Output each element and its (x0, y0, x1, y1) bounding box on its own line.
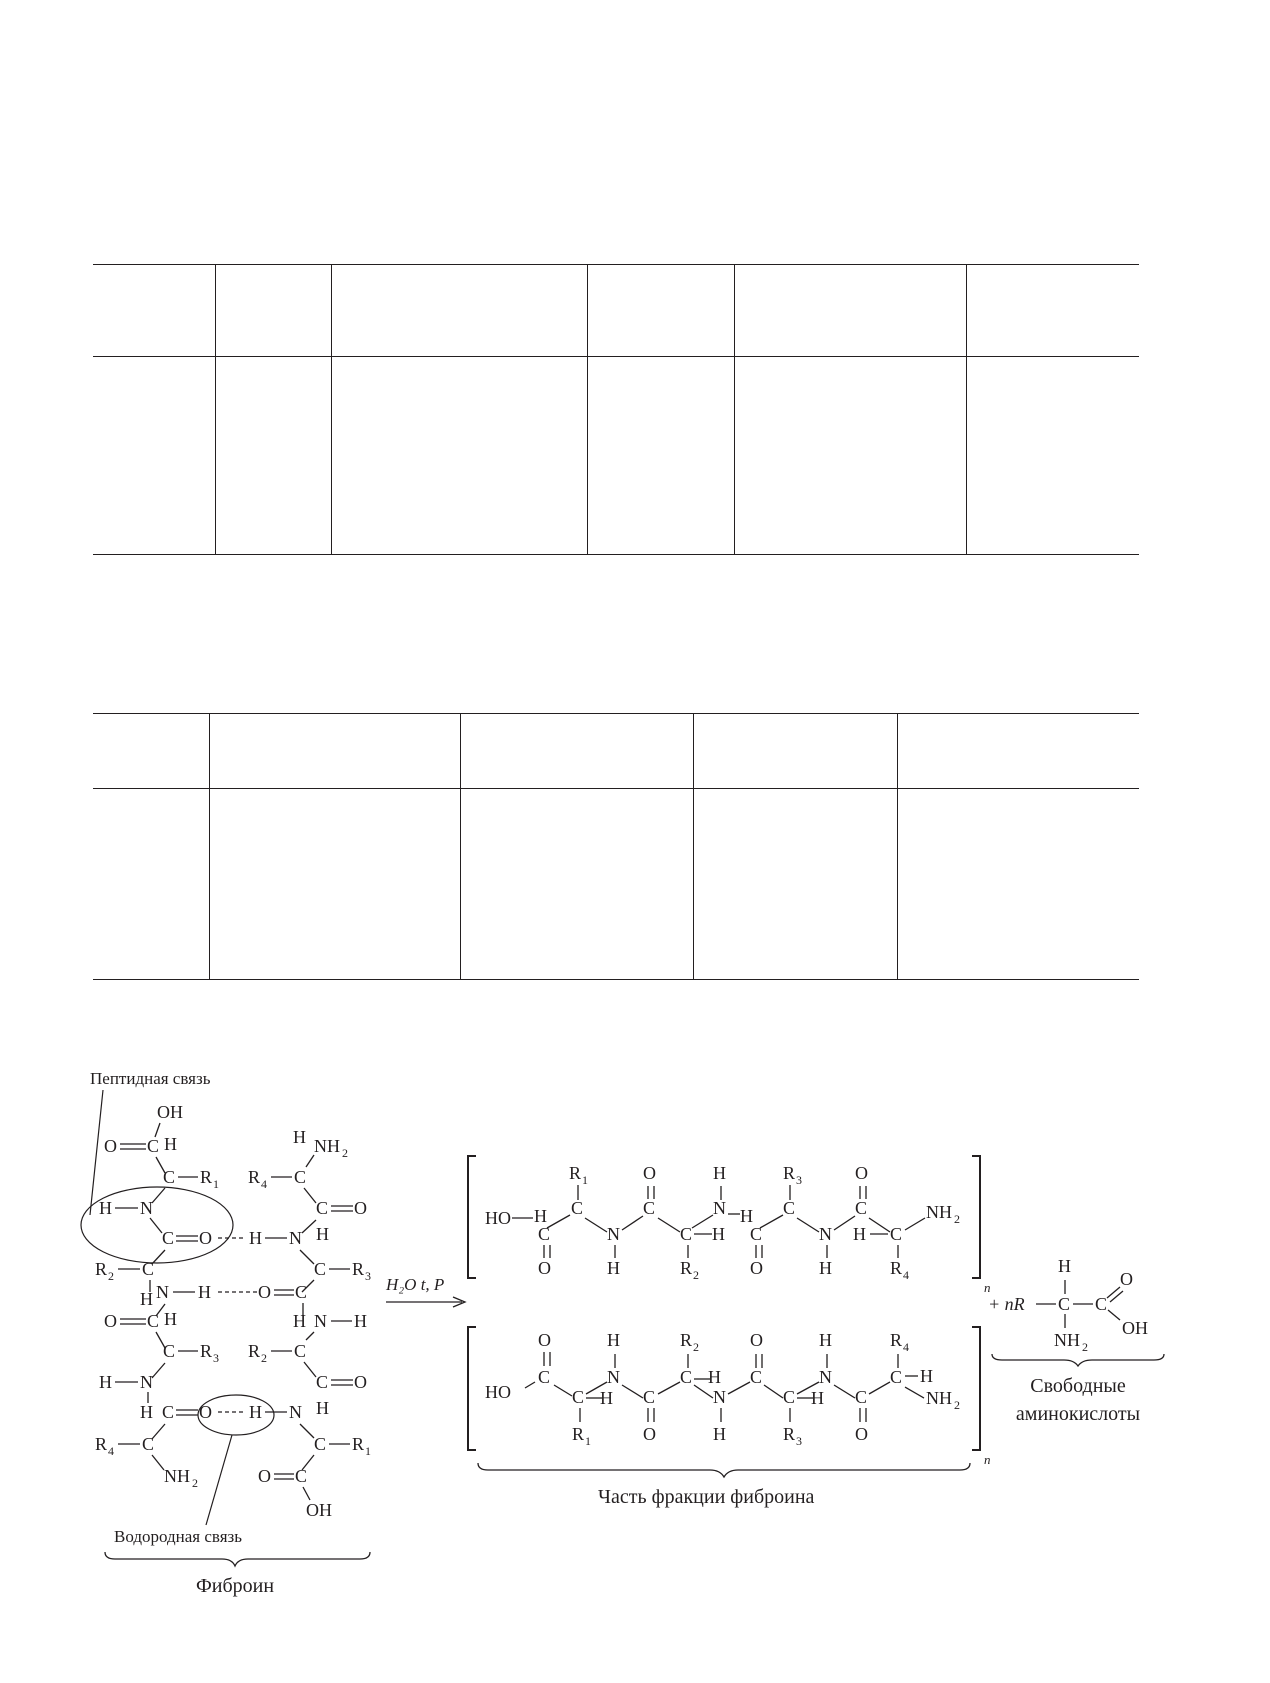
svg-text:H: H (164, 1134, 177, 1154)
svg-text:4: 4 (108, 1444, 114, 1458)
svg-text:R: R (890, 1258, 903, 1278)
svg-text:NH: NH (314, 1136, 340, 1156)
svg-text:H: H (293, 1127, 306, 1147)
plus-n-r: + nR (988, 1294, 1025, 1314)
svg-text:C: C (1095, 1294, 1108, 1314)
svg-text:H: H (600, 1388, 613, 1408)
svg-text:HO: HO (485, 1208, 511, 1228)
fibroin-fraction-upper (468, 1156, 991, 1295)
svg-text:H: H (316, 1224, 329, 1244)
svg-text:R: R (572, 1424, 585, 1444)
svg-text:C: C (855, 1387, 868, 1407)
svg-text:H: H (198, 1282, 211, 1302)
svg-text:R: R (248, 1167, 261, 1187)
svg-text:H: H (819, 1330, 832, 1350)
svg-text:2: 2 (954, 1398, 960, 1412)
svg-text:OH: OH (306, 1500, 332, 1520)
svg-text:NH: NH (926, 1202, 952, 1222)
svg-text:N: N (819, 1224, 832, 1244)
svg-text:C: C (314, 1434, 327, 1454)
svg-text:O: O (258, 1282, 271, 1302)
svg-text:C: C (162, 1228, 175, 1248)
svg-text:4: 4 (261, 1177, 267, 1191)
svg-text:C: C (750, 1367, 763, 1387)
svg-text:N: N (607, 1224, 620, 1244)
svg-text:C: C (147, 1311, 160, 1331)
svg-text:3: 3 (796, 1173, 802, 1187)
svg-text:C: C (572, 1387, 585, 1407)
svg-text:C: C (316, 1198, 329, 1218)
svg-text:2: 2 (342, 1146, 348, 1160)
svg-text:2: 2 (1082, 1340, 1088, 1354)
svg-text:H: H (293, 1311, 306, 1331)
svg-text:R: R (680, 1258, 693, 1278)
svg-text:O: O (643, 1424, 656, 1444)
svg-text:C: C (855, 1198, 868, 1218)
svg-text:N: N (156, 1282, 169, 1302)
svg-text:H: H (140, 1402, 153, 1422)
svg-text:R: R (95, 1259, 108, 1279)
svg-text:H: H (1058, 1256, 1071, 1276)
svg-text:N: N (819, 1367, 832, 1387)
svg-text:3: 3 (796, 1434, 802, 1448)
svg-text:NH: NH (1054, 1330, 1080, 1350)
subscript-n: n (984, 1452, 991, 1467)
svg-text:H: H (712, 1224, 725, 1244)
svg-text:C: C (571, 1198, 584, 1218)
svg-text:O: O (538, 1330, 551, 1350)
free-amino-acid (988, 1256, 1164, 1425)
svg-text:C: C (294, 1167, 307, 1187)
svg-text:R: R (352, 1434, 365, 1454)
svg-text:2: 2 (693, 1268, 699, 1282)
svg-text:R: R (248, 1341, 261, 1361)
svg-text:H: H (534, 1206, 547, 1226)
svg-text:H: H (811, 1388, 824, 1408)
fibroin-label: Фиброин (196, 1575, 275, 1597)
svg-text:4: 4 (903, 1340, 909, 1354)
svg-text:O: O (199, 1402, 212, 1422)
svg-text:C: C (538, 1367, 551, 1387)
svg-text:N: N (140, 1198, 153, 1218)
svg-text:C: C (295, 1282, 308, 1302)
svg-text:C: C (890, 1367, 903, 1387)
svg-text:C: C (750, 1224, 763, 1244)
svg-text:H: H (853, 1224, 866, 1244)
svg-text:H: H (708, 1367, 721, 1387)
svg-text:H: H (740, 1206, 753, 1226)
svg-text:O: O (104, 1311, 117, 1331)
svg-text:C: C (163, 1341, 176, 1361)
reaction-conditions: H₂O t, P (386, 1275, 445, 1294)
svg-text:C: C (314, 1259, 327, 1279)
svg-text:1: 1 (582, 1173, 588, 1187)
svg-text:O: O (750, 1258, 763, 1278)
svg-text:H: H (920, 1366, 933, 1386)
svg-text:H: H (164, 1309, 177, 1329)
svg-text:O: O (354, 1198, 367, 1218)
svg-text:R: R (200, 1341, 213, 1361)
svg-text:C: C (680, 1367, 693, 1387)
svg-text:O: O (855, 1424, 868, 1444)
svg-text:N: N (713, 1387, 726, 1407)
free-amino-acids-brace (992, 1354, 1164, 1366)
svg-text:O: O (104, 1136, 117, 1156)
svg-text:R: R (890, 1330, 903, 1350)
svg-text:O: O (1120, 1269, 1133, 1289)
svg-text:1: 1 (213, 1177, 219, 1191)
hydrogen-bond-pointer (206, 1435, 232, 1525)
svg-text:3: 3 (365, 1269, 371, 1283)
svg-text:HO: HO (485, 1382, 511, 1402)
svg-text:2: 2 (693, 1340, 699, 1354)
svg-text:N: N (314, 1311, 327, 1331)
svg-text:C: C (162, 1402, 175, 1422)
svg-text:R: R (680, 1330, 693, 1350)
svg-text:2: 2 (261, 1351, 267, 1365)
svg-text:H: H (99, 1372, 112, 1392)
svg-text:C: C (163, 1167, 176, 1187)
svg-text:R: R (569, 1163, 582, 1183)
svg-text:H: H (140, 1289, 153, 1309)
svg-text:R: R (352, 1259, 365, 1279)
svg-text:2: 2 (192, 1476, 198, 1490)
svg-text:1: 1 (365, 1444, 371, 1458)
svg-text:R: R (783, 1424, 796, 1444)
svg-text:C: C (295, 1466, 308, 1486)
svg-text:C: C (316, 1372, 329, 1392)
svg-text:H: H (607, 1330, 620, 1350)
free-amino-acids-label-line1: Свободные (1030, 1375, 1126, 1397)
svg-text:H: H (713, 1163, 726, 1183)
svg-text:C: C (1058, 1294, 1071, 1314)
svg-text:R: R (200, 1167, 213, 1187)
svg-text:C: C (147, 1136, 160, 1156)
svg-text:H: H (354, 1311, 367, 1331)
free-amino-acids-label-line2: аминокислоты (1015, 1403, 1141, 1425)
fibroin-fraction-lower (468, 1327, 991, 1508)
svg-text:R: R (783, 1163, 796, 1183)
svg-text:2: 2 (108, 1269, 114, 1283)
svg-text:H: H (99, 1198, 112, 1218)
peptide-bond-pointer (90, 1090, 103, 1215)
svg-text:C: C (680, 1224, 693, 1244)
svg-text:1: 1 (585, 1434, 591, 1448)
fraction-label: Часть фракции фиброина (598, 1486, 815, 1508)
svg-text:N: N (140, 1372, 153, 1392)
fibroin-structure (81, 1069, 371, 1597)
svg-text:C: C (294, 1341, 307, 1361)
svg-text:H: H (819, 1258, 832, 1278)
svg-text:C: C (643, 1198, 656, 1218)
svg-text:4: 4 (903, 1268, 909, 1282)
svg-text:OH: OH (157, 1102, 183, 1122)
peptide-bond-label: Пептидная связь (90, 1069, 211, 1088)
svg-text:O: O (538, 1258, 551, 1278)
svg-text:H: H (249, 1228, 262, 1248)
svg-text:H: H (316, 1398, 329, 1418)
peptide-bond-ellipse (81, 1187, 233, 1263)
svg-text:NH: NH (164, 1466, 190, 1486)
svg-text:H: H (249, 1402, 262, 1422)
svg-text:O: O (750, 1330, 763, 1350)
svg-text:N: N (607, 1367, 620, 1387)
svg-text:NH: NH (926, 1388, 952, 1408)
svg-text:N: N (289, 1228, 302, 1248)
svg-text:H: H (607, 1258, 620, 1278)
reaction-arrow (385, 1275, 465, 1307)
svg-text:O: O (855, 1163, 868, 1183)
svg-text:O: O (258, 1466, 271, 1486)
svg-text:C: C (142, 1434, 155, 1454)
svg-text:N: N (713, 1198, 726, 1218)
fibroin-brace (105, 1552, 370, 1566)
svg-text:C: C (783, 1198, 796, 1218)
fraction-brace (478, 1463, 970, 1477)
svg-text:O: O (199, 1228, 212, 1248)
svg-text:R: R (95, 1434, 108, 1454)
svg-text:O: O (643, 1163, 656, 1183)
svg-text:3: 3 (213, 1351, 219, 1365)
svg-text:C: C (538, 1224, 551, 1244)
svg-text:2: 2 (954, 1212, 960, 1226)
svg-text:H: H (713, 1424, 726, 1444)
svg-text:C: C (783, 1387, 796, 1407)
svg-text:C: C (890, 1224, 903, 1244)
subscript-n: n (984, 1280, 991, 1295)
svg-text:OH: OH (1122, 1318, 1148, 1338)
svg-text:C: C (643, 1387, 656, 1407)
svg-text:N: N (289, 1402, 302, 1422)
hydrogen-bond-label: Водородная связь (114, 1527, 243, 1546)
svg-text:O: O (354, 1372, 367, 1392)
svg-text:C: C (142, 1259, 155, 1279)
